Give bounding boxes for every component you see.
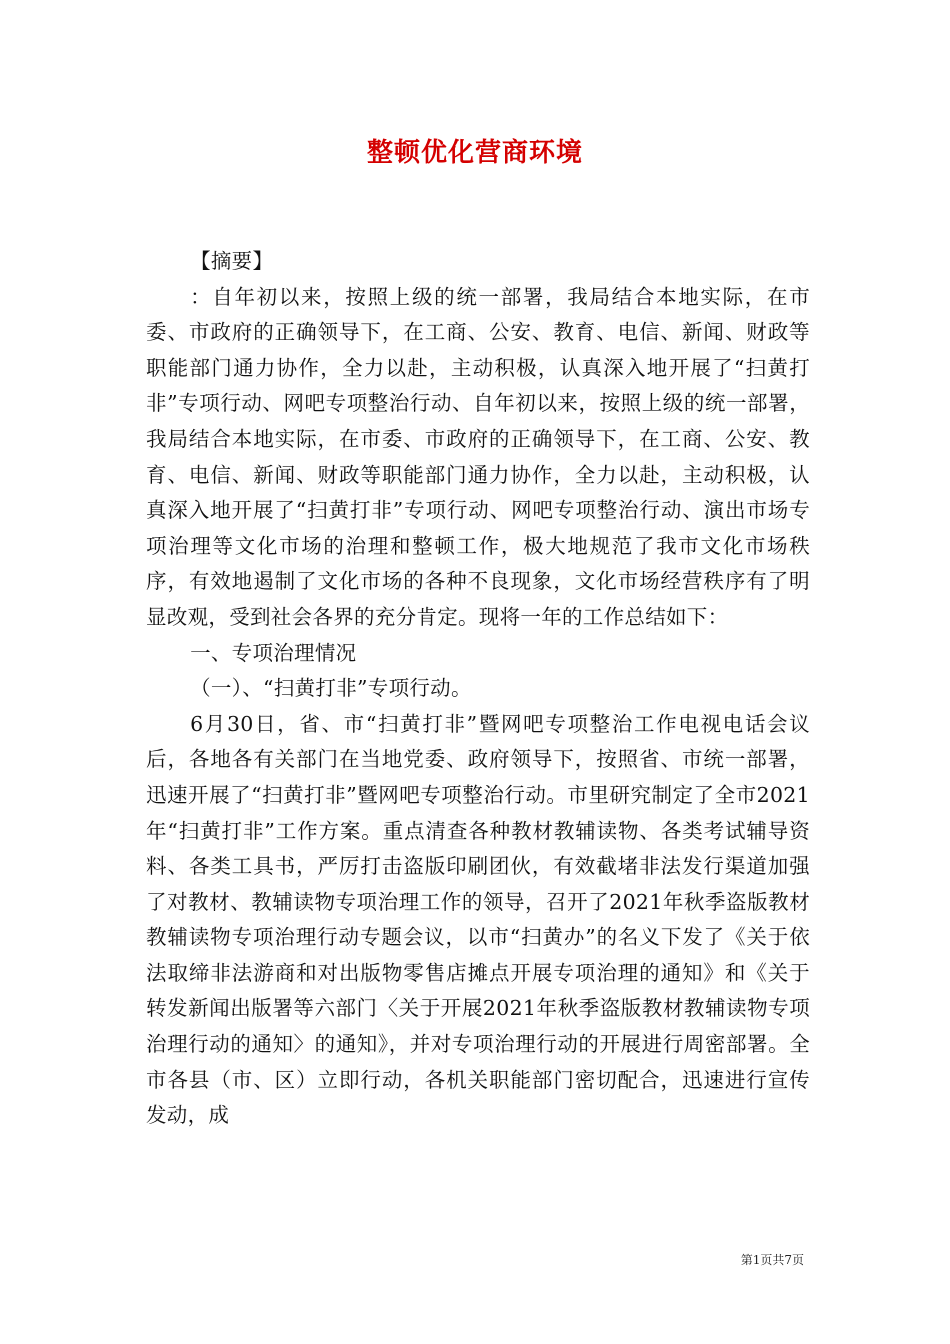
page-number: 第1页共7页 [740, 1253, 804, 1267]
body-paragraph: 6月30日，省、市“扫黄打非”暨网吧专项整治工作电视电话会议后，各地各有关部门在当地党委、政府领导下，按照省、市统一部署，迅速开展了“扫黄打非”暨网吧专项整治行动。市里研究制定了全市2021年“扫黄打非”工作方案。重点清查各种教材教辅读物、各类考试辅导资料、各类工具书，严厉打击盗版印刷团伙，有效截堵非法发行渠道加强了对教材、教辅读物专项治理工作的领导，召开了2021年秋季盗版教材教辅读物专项治理行动专题会议，以市“扫黄办”的名义下发了《关于依法取缔非法游商和对出版物零售店摊点开展专项治理的通知》和《关于转发新闻出版署等六部门〈关于开展2021年秋季盗版教材教辅读物专项治理行动的通知〉的通知》，并对专项治理行动的开展进行周密部署。全市各县（市、区）立即行动，各机关职能部门密切配合，迅速进行宣传发动，成 [146, 711, 810, 1128]
section-heading: 一、专项治理情况 [190, 640, 357, 665]
abstract-paragraph: ：自年初以来，按照上级的统一部署，我局结合本地实际，在市委、市政府的正确领导下，在工商、公安、教育、电信、新闻、财政等职能部门通力协作，全力以赴，主动积极，认真深入地开展了“扫黄打非”专项行动、网吧专项整治行动、自年初以来，按照上级的统一部署，我局结合本地实际，在市委、市政府的正确领导下，在工商、公安、教育、电信、新闻、财政等职能部门通力协作，全力以赴，主动积极，认真深入地开展了“扫黄打非”专项行动、网吧专项整治行动、演出市场专项治理等文化市场的治理和整顿工作，极大地规范了我市文化市场秩序，有效地遏制了文化市场的各种不良现象，文化市场经营秩序有了明显改观，受到社会各界的充分肯定。现将一年的工作总结如下： [146, 284, 810, 629]
abstract-heading: 【摘要】 [190, 249, 274, 273]
document-title: 整顿优化营商环境 [366, 138, 583, 168]
subsection-heading: （一）、“扫黄打非”专项行动。 [190, 676, 472, 701]
document-body [146, 244, 810, 1134]
